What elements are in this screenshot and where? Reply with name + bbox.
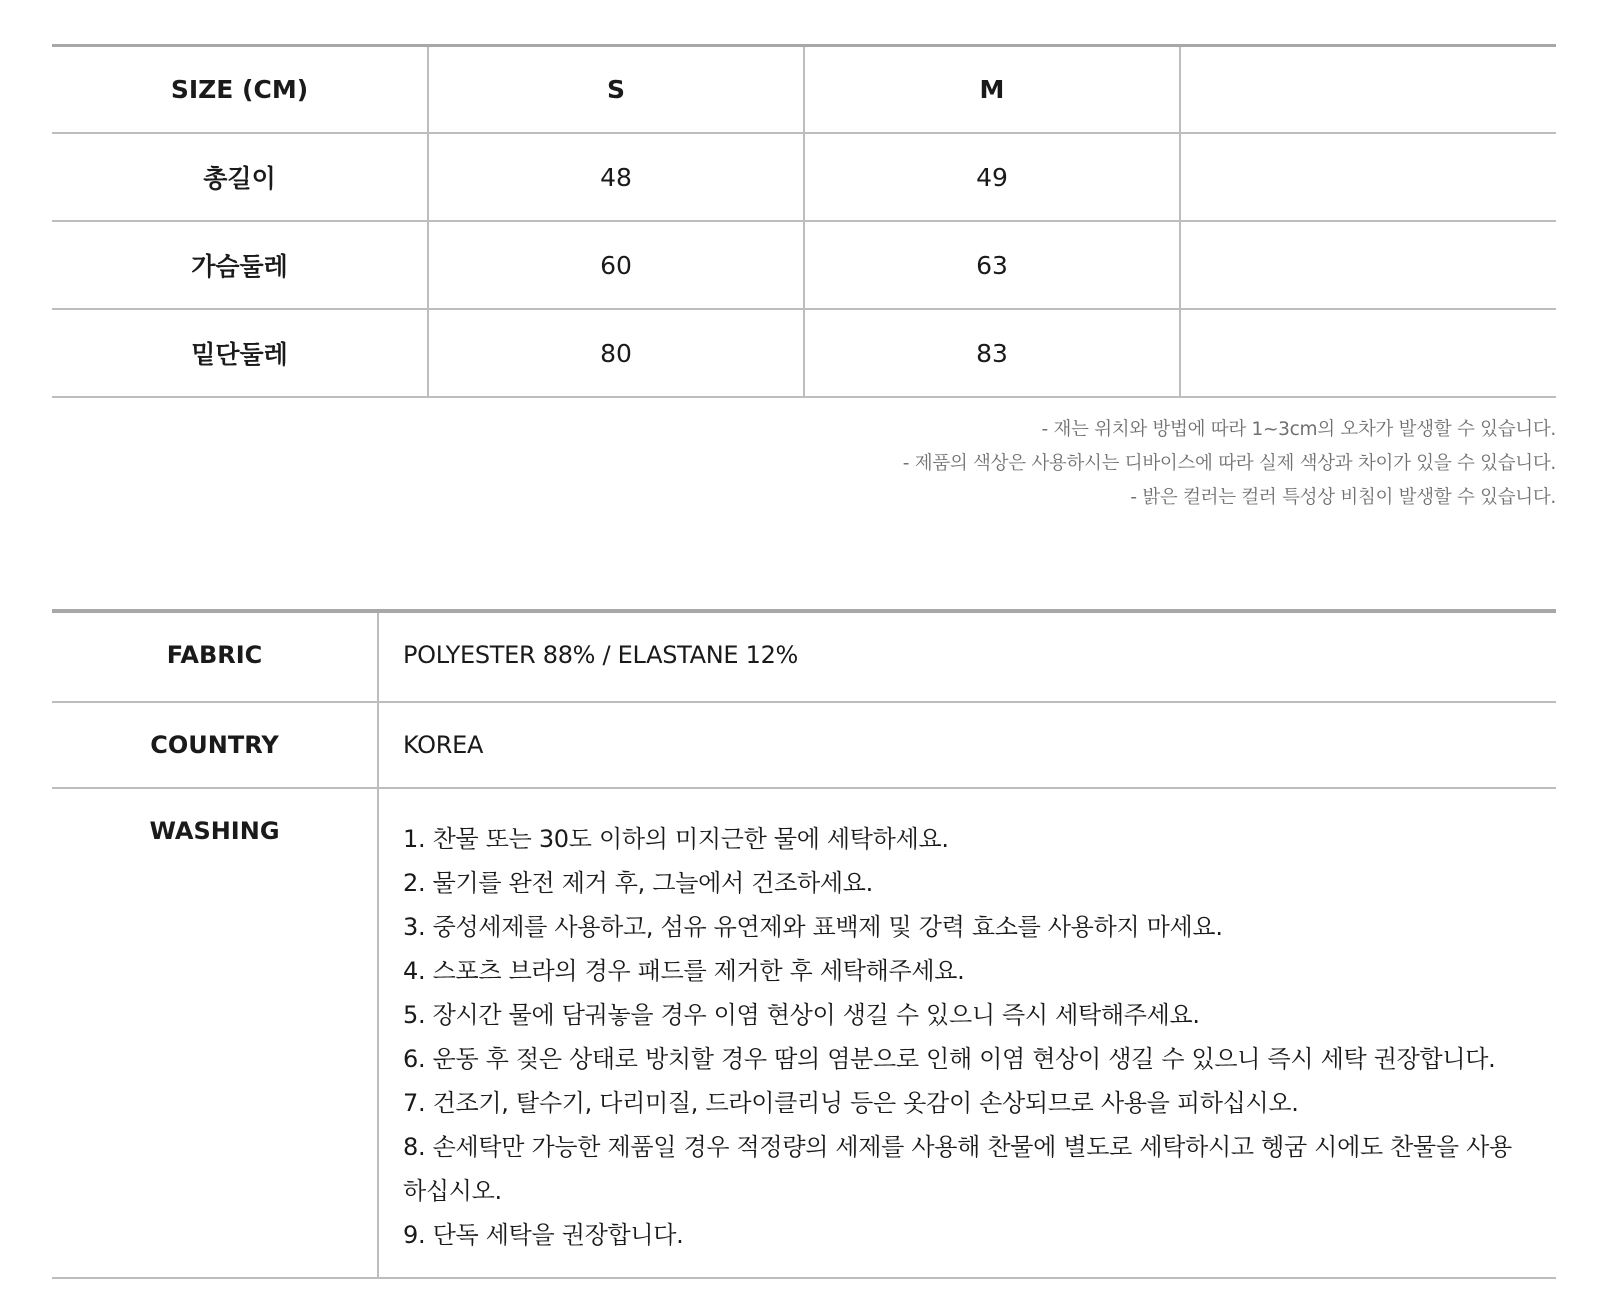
- list-item: 5. 장시간 물에 담궈놓을 경우 이염 현상이 생길 수 있으니 즉시 세탁해주세요.: [403, 1001, 1200, 1029]
- country-value: KOREA: [378, 702, 1556, 788]
- note-line: - 밝은 컬러는 컬러 특성상 비침이 발생할 수 있습니다.: [1130, 487, 1556, 508]
- list-item: 1. 찬물 또는 30도 이하의 미지근한 물에 세탁하세요.: [403, 825, 949, 853]
- product-info-table: [52, 609, 1556, 1279]
- table-row: [52, 133, 1556, 221]
- size-header-label: SIZE (CM): [52, 46, 428, 134]
- country-label: COUNTRY: [52, 702, 378, 788]
- list-item: 9. 단독 세탁을 권장합니다.: [403, 1221, 684, 1249]
- size-value: 83: [804, 309, 1180, 397]
- size-value: [1180, 133, 1556, 221]
- measurement-label: 가슴둘레: [52, 221, 428, 309]
- list-item: 8. 손세탁만 가능한 제품일 경우 적정량의 세제를 사용해 찬물에 별도로 세탁하시고 헹굼 시에도 찬물을 사용하십시오.: [403, 1133, 1512, 1205]
- size-value: 63: [804, 221, 1180, 309]
- size-value: 60: [428, 221, 804, 309]
- size-value: [1180, 221, 1556, 309]
- size-notes: [52, 413, 1556, 515]
- size-table: [52, 44, 1556, 398]
- size-value: 80: [428, 309, 804, 397]
- fabric-label: FABRIC: [52, 611, 378, 702]
- table-row: [52, 309, 1556, 397]
- list-item: 2. 물기를 완전 제거 후, 그늘에서 건조하세요.: [403, 869, 873, 897]
- fabric-value: POLYESTER 88% / ELASTANE 12%: [378, 611, 1556, 702]
- measurement-label: 총길이: [52, 133, 428, 221]
- note-line: - 제품의 색상은 사용하시는 디바이스에 따라 실제 색상과 차이가 있을 수 있습니다.: [902, 453, 1556, 474]
- size-header-row: [52, 46, 1556, 134]
- table-row: [52, 221, 1556, 309]
- size-value: [1180, 309, 1556, 397]
- size-value: 48: [428, 133, 804, 221]
- list-item: 4. 스포츠 브라의 경우 패드를 제거한 후 세탁해주세요.: [403, 957, 965, 985]
- size-value: 49: [804, 133, 1180, 221]
- measurement-label: 밑단둘레: [52, 309, 428, 397]
- size-header-empty: [1180, 46, 1556, 134]
- size-header-m: M: [804, 46, 1180, 134]
- list-item: 7. 건조기, 탈수기, 다리미질, 드라이클리닝 등은 옷감이 손상되므로 사용을 피하십시오.: [403, 1089, 1299, 1117]
- washing-label: WASHING: [52, 788, 378, 1278]
- washing-list: [403, 817, 1556, 1277]
- country-row: [52, 702, 1556, 788]
- size-header-s: S: [428, 46, 804, 134]
- list-item: 3. 중성세제를 사용하고, 섬유 유연제와 표백제 및 강력 효소를 사용하지 마세요.: [403, 913, 1223, 941]
- fabric-row: [52, 611, 1556, 702]
- list-item: 6. 운동 후 젖은 상태로 방치할 경우 땀의 염분으로 인해 이염 현상이 생길 수 있으니 즉시 세탁 권장합니다.: [403, 1045, 1496, 1073]
- washing-row: [52, 788, 1556, 1278]
- washing-content: [378, 788, 1556, 1278]
- note-line: - 재는 위치와 방법에 따라 1~3cm의 오차가 발생할 수 있습니다.: [1041, 419, 1556, 440]
